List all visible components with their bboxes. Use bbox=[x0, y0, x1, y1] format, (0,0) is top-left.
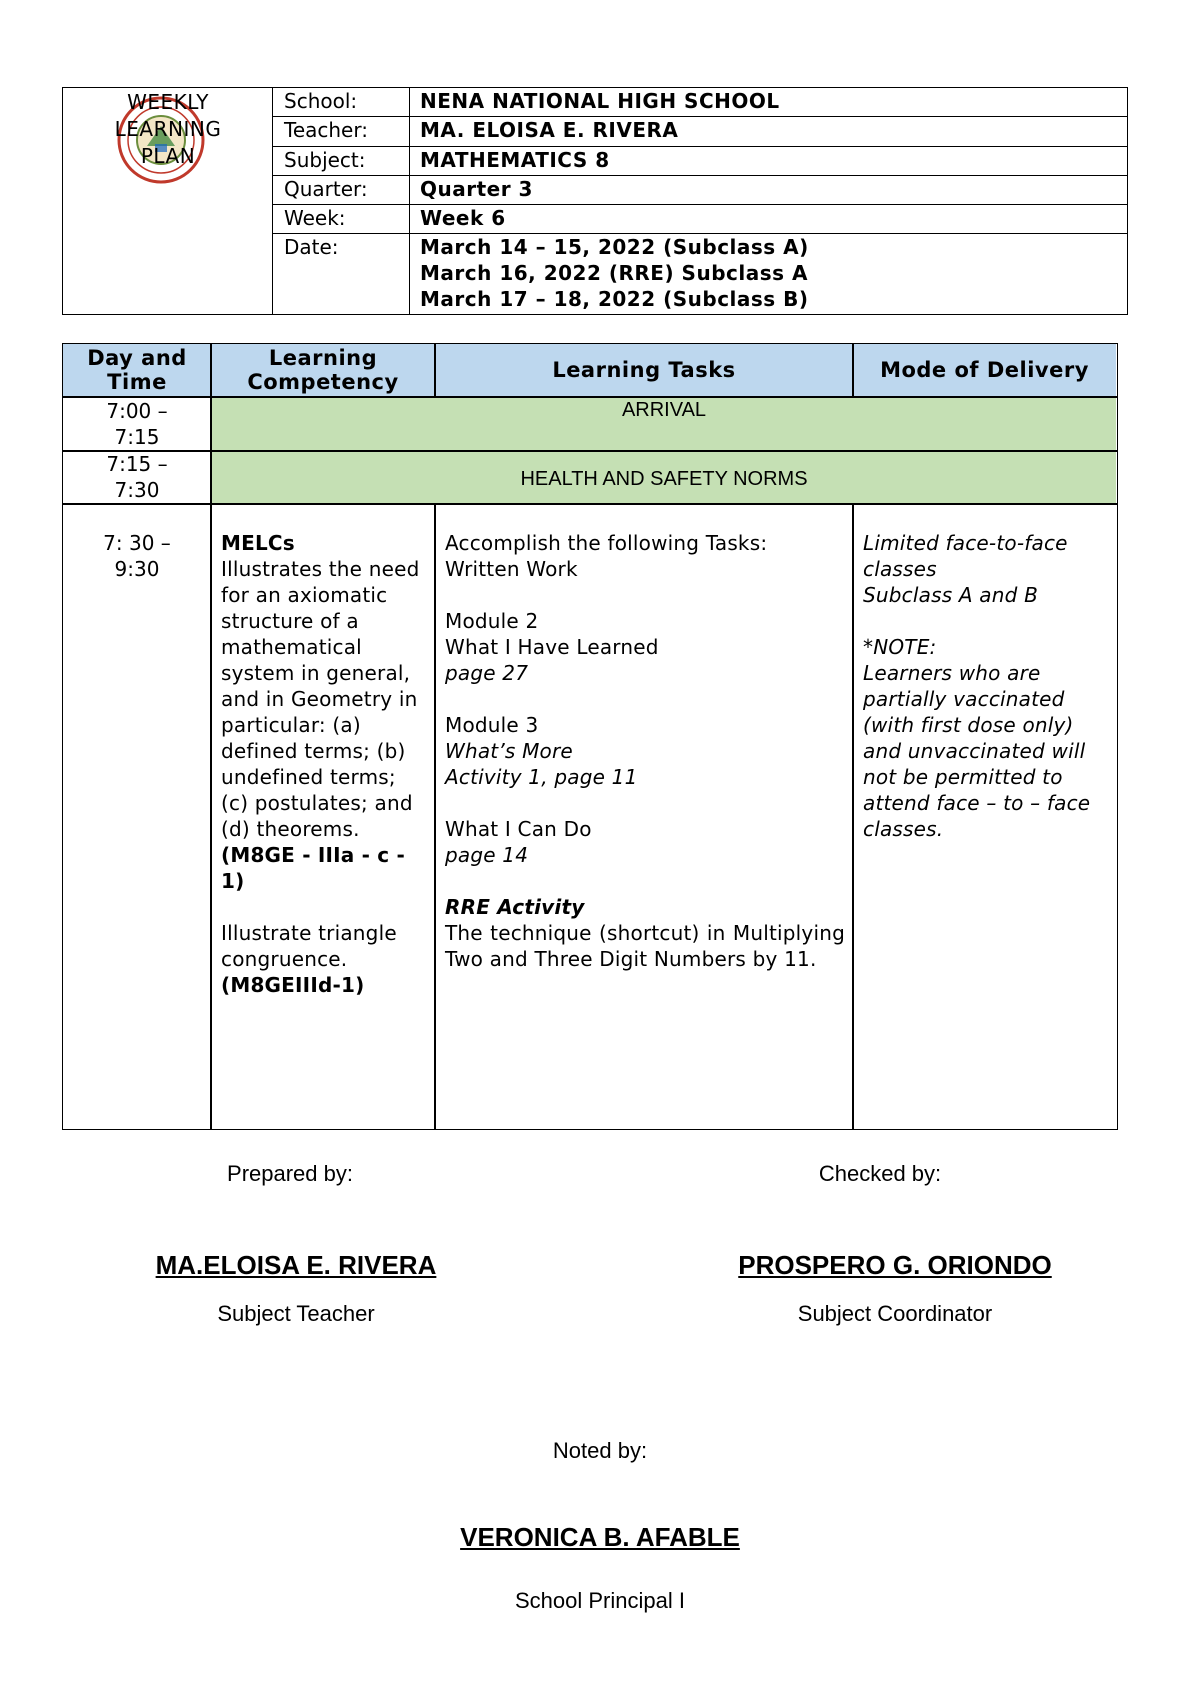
health-time: 7:15 – 7:30 bbox=[106, 452, 168, 502]
competency-cell: MELCs Illustrates the need for an axiomatic structure of a mathematical system in general, and in Geometry in particular: (a) defined terms; (b) undefined terms; (c) postulates; and (d) theorems. (M8GE - IIIa - c - 1) Illustrate triangle congruence. (M8GEIIId-1) bbox=[221, 531, 420, 997]
quarter-value: Quarter 3 bbox=[420, 177, 533, 201]
learning-plan-table bbox=[62, 343, 1118, 1130]
grid-line bbox=[210, 344, 212, 1129]
noted-by-role: School Principal I bbox=[515, 1588, 685, 1613]
health-band: HEALTH AND SAFETY NORMS bbox=[212, 451, 1116, 503]
school-value: NENA NATIONAL HIGH SCHOOL bbox=[420, 89, 780, 113]
checked-by-role: Subject Coordinator bbox=[797, 1301, 993, 1326]
mode-cell: Limited face-to-face classes Subclass A and B *NOTE: Learners who are partially vaccinated (with first dose only) and unvaccinated will not be permitted to attend face – to – face classes. bbox=[863, 531, 1091, 841]
checked-by-name: PROSPERO G. ORIONDO bbox=[738, 1250, 1052, 1280]
grid-line bbox=[63, 396, 1117, 398]
grid-line bbox=[63, 503, 1117, 505]
week-row: Week: Week 6 bbox=[273, 205, 1127, 234]
arrival-time: 7:00 – 7:15 bbox=[106, 399, 168, 449]
date-value: March 14 – 15, 2022 (Subclass A) March 16, 2022 (RRE) Subclass A March 17 – 18, 2022 (Subclass B) bbox=[420, 235, 809, 311]
grid-line bbox=[434, 503, 436, 1129]
checked-by-label: Checked by: bbox=[818, 1161, 942, 1186]
quarter-row: Quarter: Quarter 3 bbox=[273, 176, 1127, 205]
prepared-by-label: Prepared by: bbox=[227, 1161, 353, 1186]
noted-by-name: VERONICA B. AFABLE bbox=[460, 1522, 740, 1552]
week-value: Week 6 bbox=[420, 206, 506, 230]
teacher-value: MA. ELOISA E. RIVERA bbox=[420, 118, 679, 142]
header-table bbox=[62, 87, 1128, 315]
grid-line bbox=[852, 344, 854, 397]
col-header-competency: Learning Competency bbox=[211, 344, 435, 396]
session-time: 7: 30 – 9:30 bbox=[103, 531, 171, 581]
arrival-band: ARRIVAL bbox=[212, 397, 1116, 450]
tasks-cell: Accomplish the following Tasks: Written Work Module 2 What I Have Learned page 27 Module 3 What’s More Activity 1, page 11 What I Can Do page 14 RRE Activity The technique (shortcut) in Multiplying Two and Three Digit Numbers by 11. bbox=[445, 531, 845, 971]
noted-by-label: Noted by: bbox=[552, 1438, 648, 1463]
school-row: School: NENA NATIONAL HIGH SCHOOL bbox=[273, 88, 1127, 117]
grid-line bbox=[434, 344, 436, 397]
col-header-mode: Mode of Delivery bbox=[853, 344, 1116, 396]
prepared-by-role: Subject Teacher bbox=[217, 1301, 375, 1326]
subject-row: Subject: MATHEMATICS 8 bbox=[273, 147, 1127, 176]
prepared-by-name: MA.ELOISA E. RIVERA bbox=[155, 1250, 437, 1280]
col-header-day-time: Day and Time bbox=[63, 344, 211, 396]
teacher-row: Teacher: MA. ELOISA E. RIVERA bbox=[273, 117, 1127, 147]
col-header-tasks: Learning Tasks bbox=[435, 344, 853, 396]
plan-title: WEEKLY LEARNING PLAN bbox=[114, 90, 222, 168]
subject-value: MATHEMATICS 8 bbox=[420, 148, 610, 172]
logo-cell bbox=[63, 88, 273, 314]
date-row: Date: March 14 – 15, 2022 (Subclass A) March 16, 2022 (RRE) Subclass A March 17 – 18, 2022 (Subclass B) bbox=[273, 234, 1127, 314]
grid-line bbox=[63, 450, 1117, 452]
grid-line bbox=[852, 503, 854, 1129]
